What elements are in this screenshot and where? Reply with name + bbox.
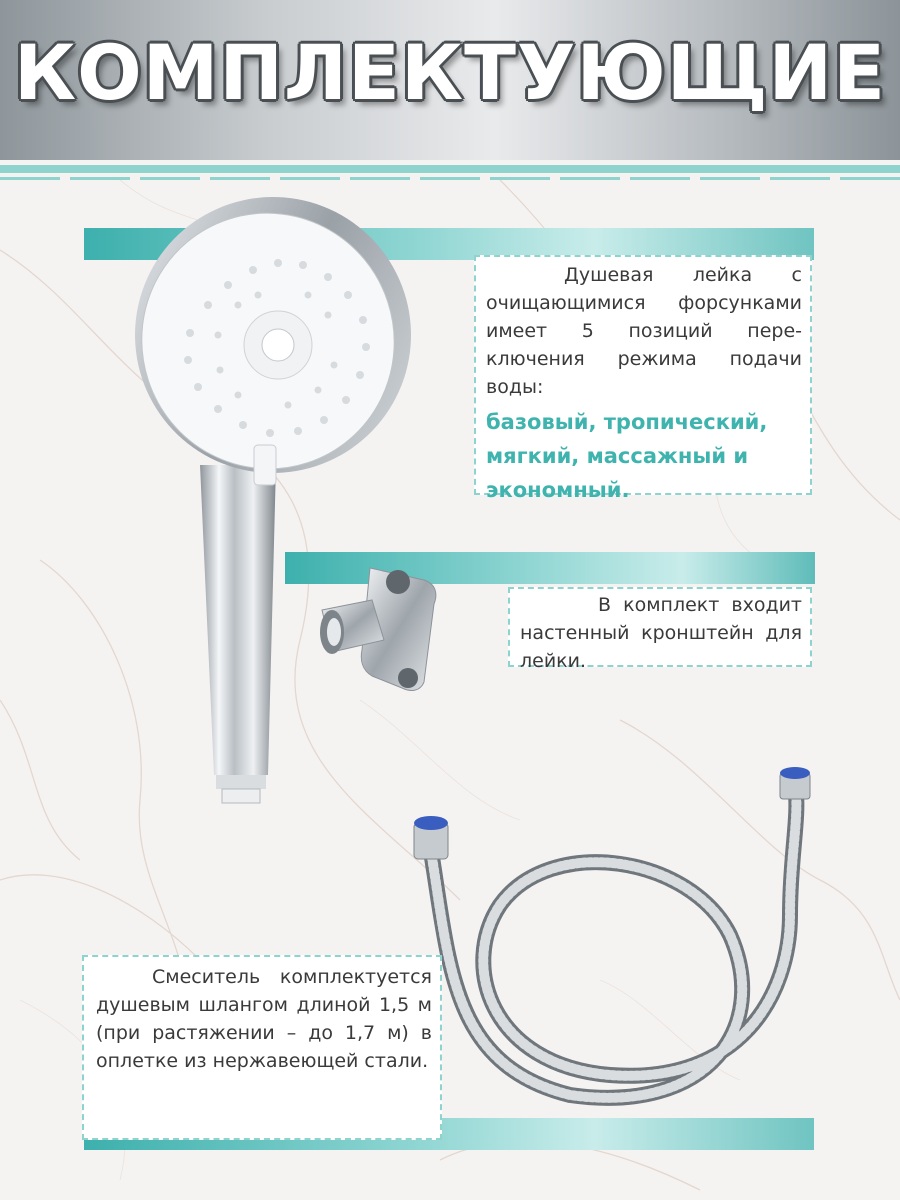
header-dashed-stripe	[0, 177, 900, 180]
bracket-description: В комплект входит настенный кронштейн для лейки.	[520, 594, 802, 672]
shower-modes-list: базовый, тропический, мягкий, массажный и экономный.	[486, 410, 768, 502]
shower-head-description-box	[474, 255, 812, 502]
header-stripe	[0, 165, 900, 173]
hose-description-box	[82, 955, 442, 1140]
wall-bracket-icon	[312, 560, 444, 695]
header-banner	[0, 0, 900, 160]
hose-description: Смеситель комплектуется душевым шлангом длиной 1,5 м (при растяжении – до 1,7 м) в оплетке из нержавеющей стали.	[96, 966, 432, 1072]
page-title: КОМПЛЕКТУЮЩИЕ	[13, 28, 887, 117]
shower-hose-icon	[410, 765, 830, 1115]
shower-head-icon	[128, 195, 428, 815]
bracket-description-box	[508, 587, 812, 672]
shower-head-description: Душевая лейка с очищающимися форсунками имеет 5 позиций пере-ключения режима подачи воды:	[486, 264, 802, 398]
